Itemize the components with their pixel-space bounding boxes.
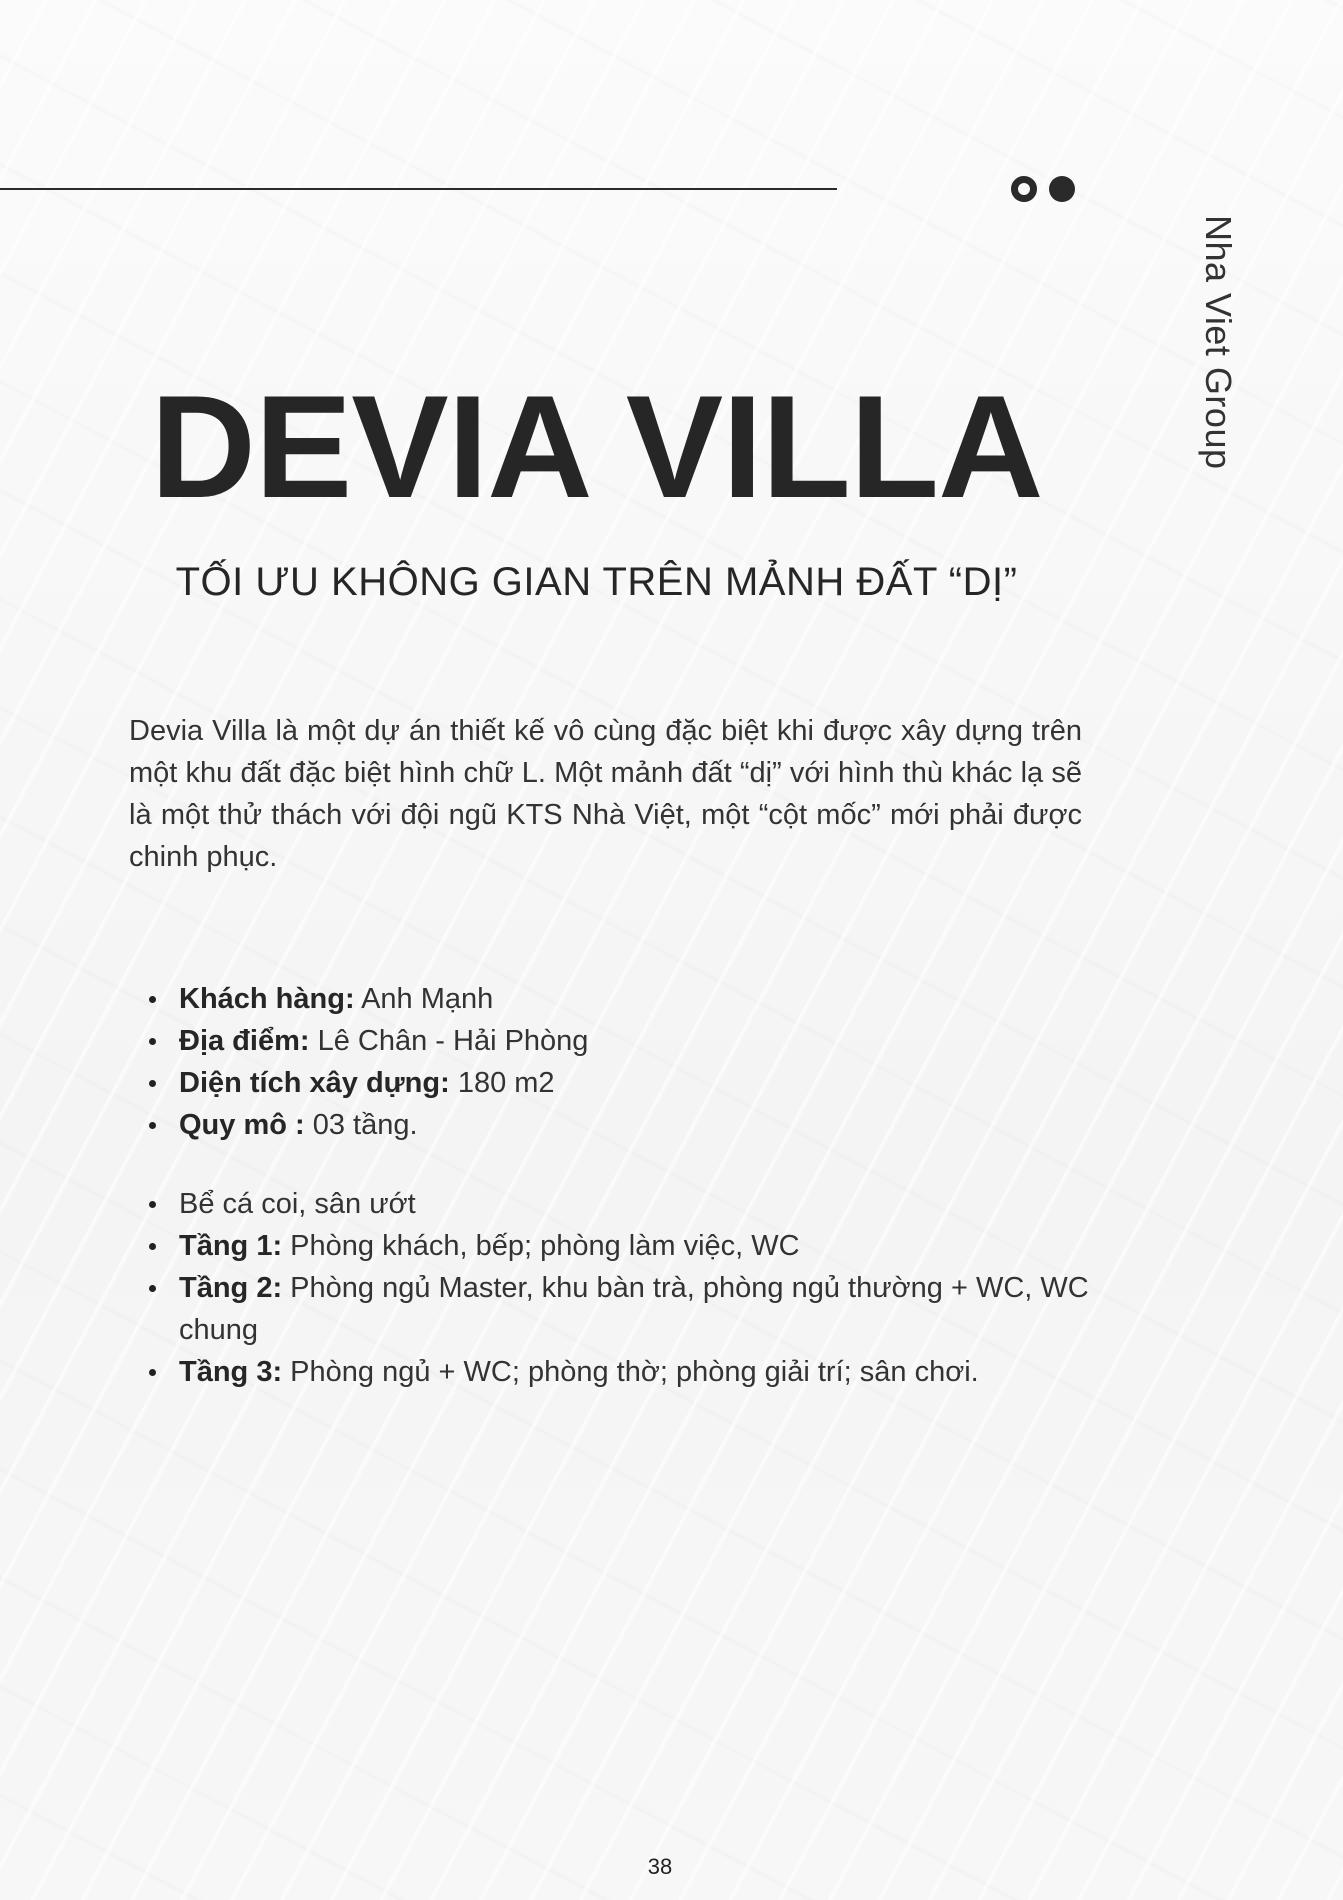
list-item — [179, 1020, 1129, 1062]
list-item-value: Bể cá coi, sân ướt — [179, 1188, 416, 1220]
project-info-list — [129, 978, 1129, 1146]
ring-dot-icon — [1011, 176, 1037, 202]
page-number: 38 — [647, 1854, 673, 1879]
list-item-label: Tầng 2: — [179, 1272, 283, 1304]
decorative-dots — [1011, 176, 1077, 202]
list-item-label: Quy mô : — [179, 1109, 305, 1141]
list-item — [179, 978, 1129, 1020]
floor-plan-list — [129, 1183, 1129, 1393]
list-item-label: Tầng 1: — [179, 1230, 283, 1262]
filled-dot-icon — [1049, 176, 1075, 202]
list-item-value: Phòng khách, bếp; phòng làm việc, WC — [282, 1230, 800, 1262]
brand-name: Nha Viet Group — [1198, 215, 1239, 470]
list-item-value: Phòng ngủ + WC; phòng thờ; phòng giải trí; sân chơi. — [282, 1356, 979, 1388]
page-title: DEVIA VILLA — [150, 365, 1043, 528]
list-item-value: Lê Chân - Hải Phòng — [309, 1025, 589, 1057]
list-item-value: Anh Mạnh — [354, 983, 494, 1015]
list-item-value: Phòng ngủ Master, khu bàn trà, phòng ngủ thường + WC, WC chung — [179, 1272, 1089, 1346]
list-item-value: 03 tầng. — [304, 1109, 418, 1141]
intro-paragraph: Devia Villa là một dự án thiết kế vô cùng đặc biệt khi được xây dựng trên một khu đất đặc biệt hình chữ L. Một mảnh đất “dị” với hình thù khác lạ sẽ là một thử thách với đội ngũ KTS Nhà Việt, một “cột mốc” mới phải được chinh phục. — [129, 715, 1082, 873]
list-item — [179, 1183, 1129, 1225]
list-item — [179, 1267, 1129, 1351]
list-item-label: Tầng 3: — [179, 1356, 283, 1388]
list-item — [179, 1104, 1129, 1146]
list-item-value: 180 m2 — [449, 1067, 555, 1099]
list-item — [179, 1351, 1129, 1393]
list-item-label: Diện tích xây dựng: — [179, 1067, 450, 1099]
header-rule — [0, 188, 837, 190]
list-item-label: Khách hàng: — [179, 983, 355, 1015]
list-item — [179, 1225, 1129, 1267]
list-item — [179, 1062, 1129, 1104]
list-item-label: Địa điểm: — [179, 1025, 310, 1057]
page-subtitle: TỐI ƯU KHÔNG GIAN TRÊN MẢNH ĐẤT “DỊ” — [175, 560, 1018, 604]
